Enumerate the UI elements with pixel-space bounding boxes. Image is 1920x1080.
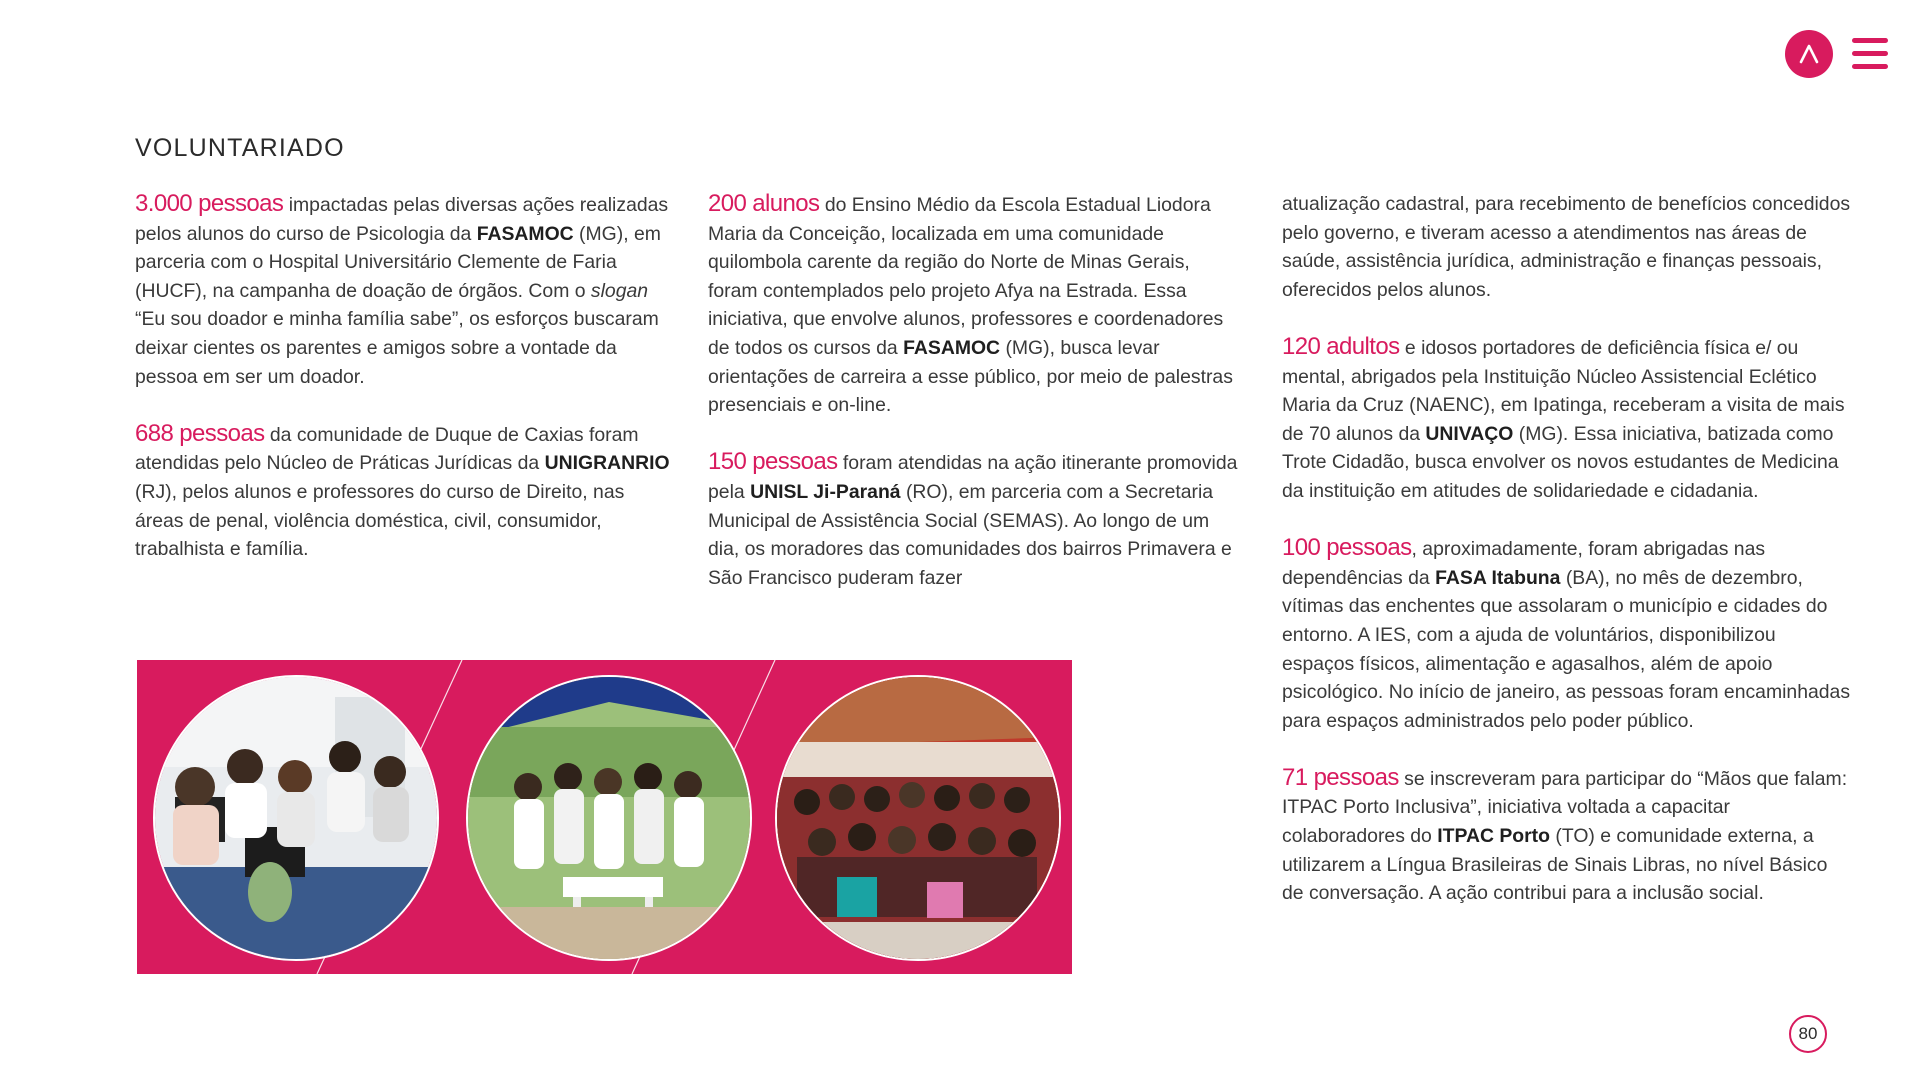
- paragraph-text: foram atendidas na ação itinerante promovida pela: [708, 452, 1238, 503]
- paragraph-text: do Ensino Médio da Escola Estadual Liodora Maria da Conceição, localizada em uma comunidade quilombola carente da região do Norte de Minas Gerais, foram contemplados pelo projeto Afya na Estrada. Essa iniciativa, que envolve alunos, professores e coordenadores de todos os cursos da: [708, 194, 1224, 359]
- paragraph-text: e idosos portadores de deficiência física e/ ou mental, abrigados pela Instituição Núcleo Assistencial Eclético Maria da Cruz (NAENC), em Ipatinga, receberam a visita de mais de 70 alunos da: [1282, 336, 1845, 445]
- paragraph: [1282, 764, 1852, 908]
- institution-name: UNISL Ji-Paraná: [750, 480, 901, 503]
- health-team-tent-photo: [466, 675, 752, 961]
- paragraph-text: (MG), em parceria com o Hospital Universitário Clemente de Faria (HUCF), na campanha de doação de órgãos. Com o: [135, 222, 661, 302]
- paragraph: [1282, 190, 1852, 304]
- paragraph-text: (BA), no mês de dezembro, vítimas das enchentes que assolaram o município e cidades do entorno. A IES, com a ajuda de voluntários, disponibilizou espaços físicos, alimentação e agasalhos, além de apoio psicológico. No início de janeiro, as pessoas foram encaminhadas para espaços administrados pelo poder público.: [1282, 566, 1851, 732]
- highlight-figure: 120 adultos: [1282, 332, 1400, 360]
- paragraph-text: se inscreveram para participar do “Mãos que falam: ITPAC Porto Inclusiva”, iniciativa voltada a capacitar colaboradores do: [1282, 767, 1848, 848]
- paragraph-text: , aproximadamente, foram abrigadas nas dependências da: [1282, 538, 1766, 589]
- menu-bar: [1852, 51, 1888, 56]
- paragraph-text: (TO) e comunidade externa, a utilizarem a Língua Brasileiras de Sinais Libras, no nível Básico de conversação. A ação contribui para a inclusão social.: [1282, 825, 1828, 905]
- paragraph: [135, 190, 670, 391]
- paragraph: [708, 448, 1243, 592]
- paragraph-text: impactadas pelas diversas ações realizadas pelos alunos do curso de Psicologia da: [135, 194, 669, 245]
- italic-term: slogan: [590, 279, 649, 302]
- paragraph-text: (RO), em parceria com a Secretaria Municipal de Assistência Social (SEMAS). Ao longo de um dia, os moradores das comunidades dos bairros Primavera e São Francisco puderam fazer: [708, 480, 1232, 589]
- institution-name: FASAMOC: [903, 336, 1001, 359]
- institution-name: UNIVAÇO: [1425, 422, 1514, 445]
- brand-logo-button[interactable]: [1785, 30, 1833, 78]
- volunteers-computer-lab-photo: [153, 675, 439, 961]
- text-column-3: [1282, 190, 1852, 936]
- menu-bar: [1852, 38, 1888, 43]
- brand-a-logo-icon: [1796, 41, 1822, 67]
- institution-name: FASA Itabuna: [1435, 566, 1561, 589]
- paragraph-text: (MG). Essa iniciativa, batizada como Trote Cidadão, busca envolver os novos estudantes de Medicina da instituição em atitudes de solidariedade e cidadania.: [1282, 422, 1839, 502]
- paragraph: [1282, 333, 1852, 506]
- section-title: VOLUNTARIADO: [135, 134, 345, 162]
- highlight-figure: 100 pessoas: [1282, 534, 1412, 562]
- paragraph: [1282, 534, 1852, 735]
- paragraph-text: (RJ), pelos alunos e professores do curso de Direito, nas áreas de penal, violência doméstica, civil, consumidor, trabalhista e família.: [135, 480, 625, 561]
- paragraph: [135, 420, 670, 564]
- paragraph: [708, 190, 1243, 420]
- highlight-figure: 200 alunos: [708, 190, 820, 217]
- paragraph-text: (MG), busca levar orientações de carreira a esse público, por meio de palestras presenciais e on-line.: [708, 336, 1233, 417]
- text-column-2: [708, 190, 1243, 621]
- text-column-1: [135, 190, 670, 592]
- highlight-figure: 688 pessoas: [135, 419, 265, 447]
- menu-bar: [1852, 64, 1888, 69]
- highlight-figure: 3.000 pessoas: [135, 190, 284, 217]
- page-number-badge: 80: [1789, 1015, 1827, 1053]
- institution-name: UNIGRANRIO: [544, 452, 670, 475]
- highlight-figure: 71 pessoas: [1282, 763, 1399, 791]
- institution-name: ITPAC Porto: [1437, 825, 1550, 848]
- institution-name: FASAMOC: [476, 222, 574, 245]
- paragraph-text: atualização cadastral, para recebimento de benefícios concedidos pelo governo, e tiveram acesso a atendimentos nas áreas de saúde, assistência jurídica, administração e finanças pessoais, oferecidos pelos alunos.: [1282, 193, 1851, 301]
- highlight-figure: 150 pessoas: [708, 448, 838, 476]
- paragraph-text: “Eu sou doador e minha família sabe”, os esforços buscaram deixar cientes os parentes e amigos sobre a vontade da pessoa em ser um doador.: [135, 308, 659, 388]
- paragraph-text: da comunidade de Duque de Caxias foram atendidas pelo Núcleo de Práticas Jurídicas da: [135, 423, 639, 475]
- photo-strip: [137, 660, 1072, 974]
- hamburger-menu-icon[interactable]: [1852, 38, 1888, 70]
- group-hand-gesture-photo: [775, 675, 1061, 961]
